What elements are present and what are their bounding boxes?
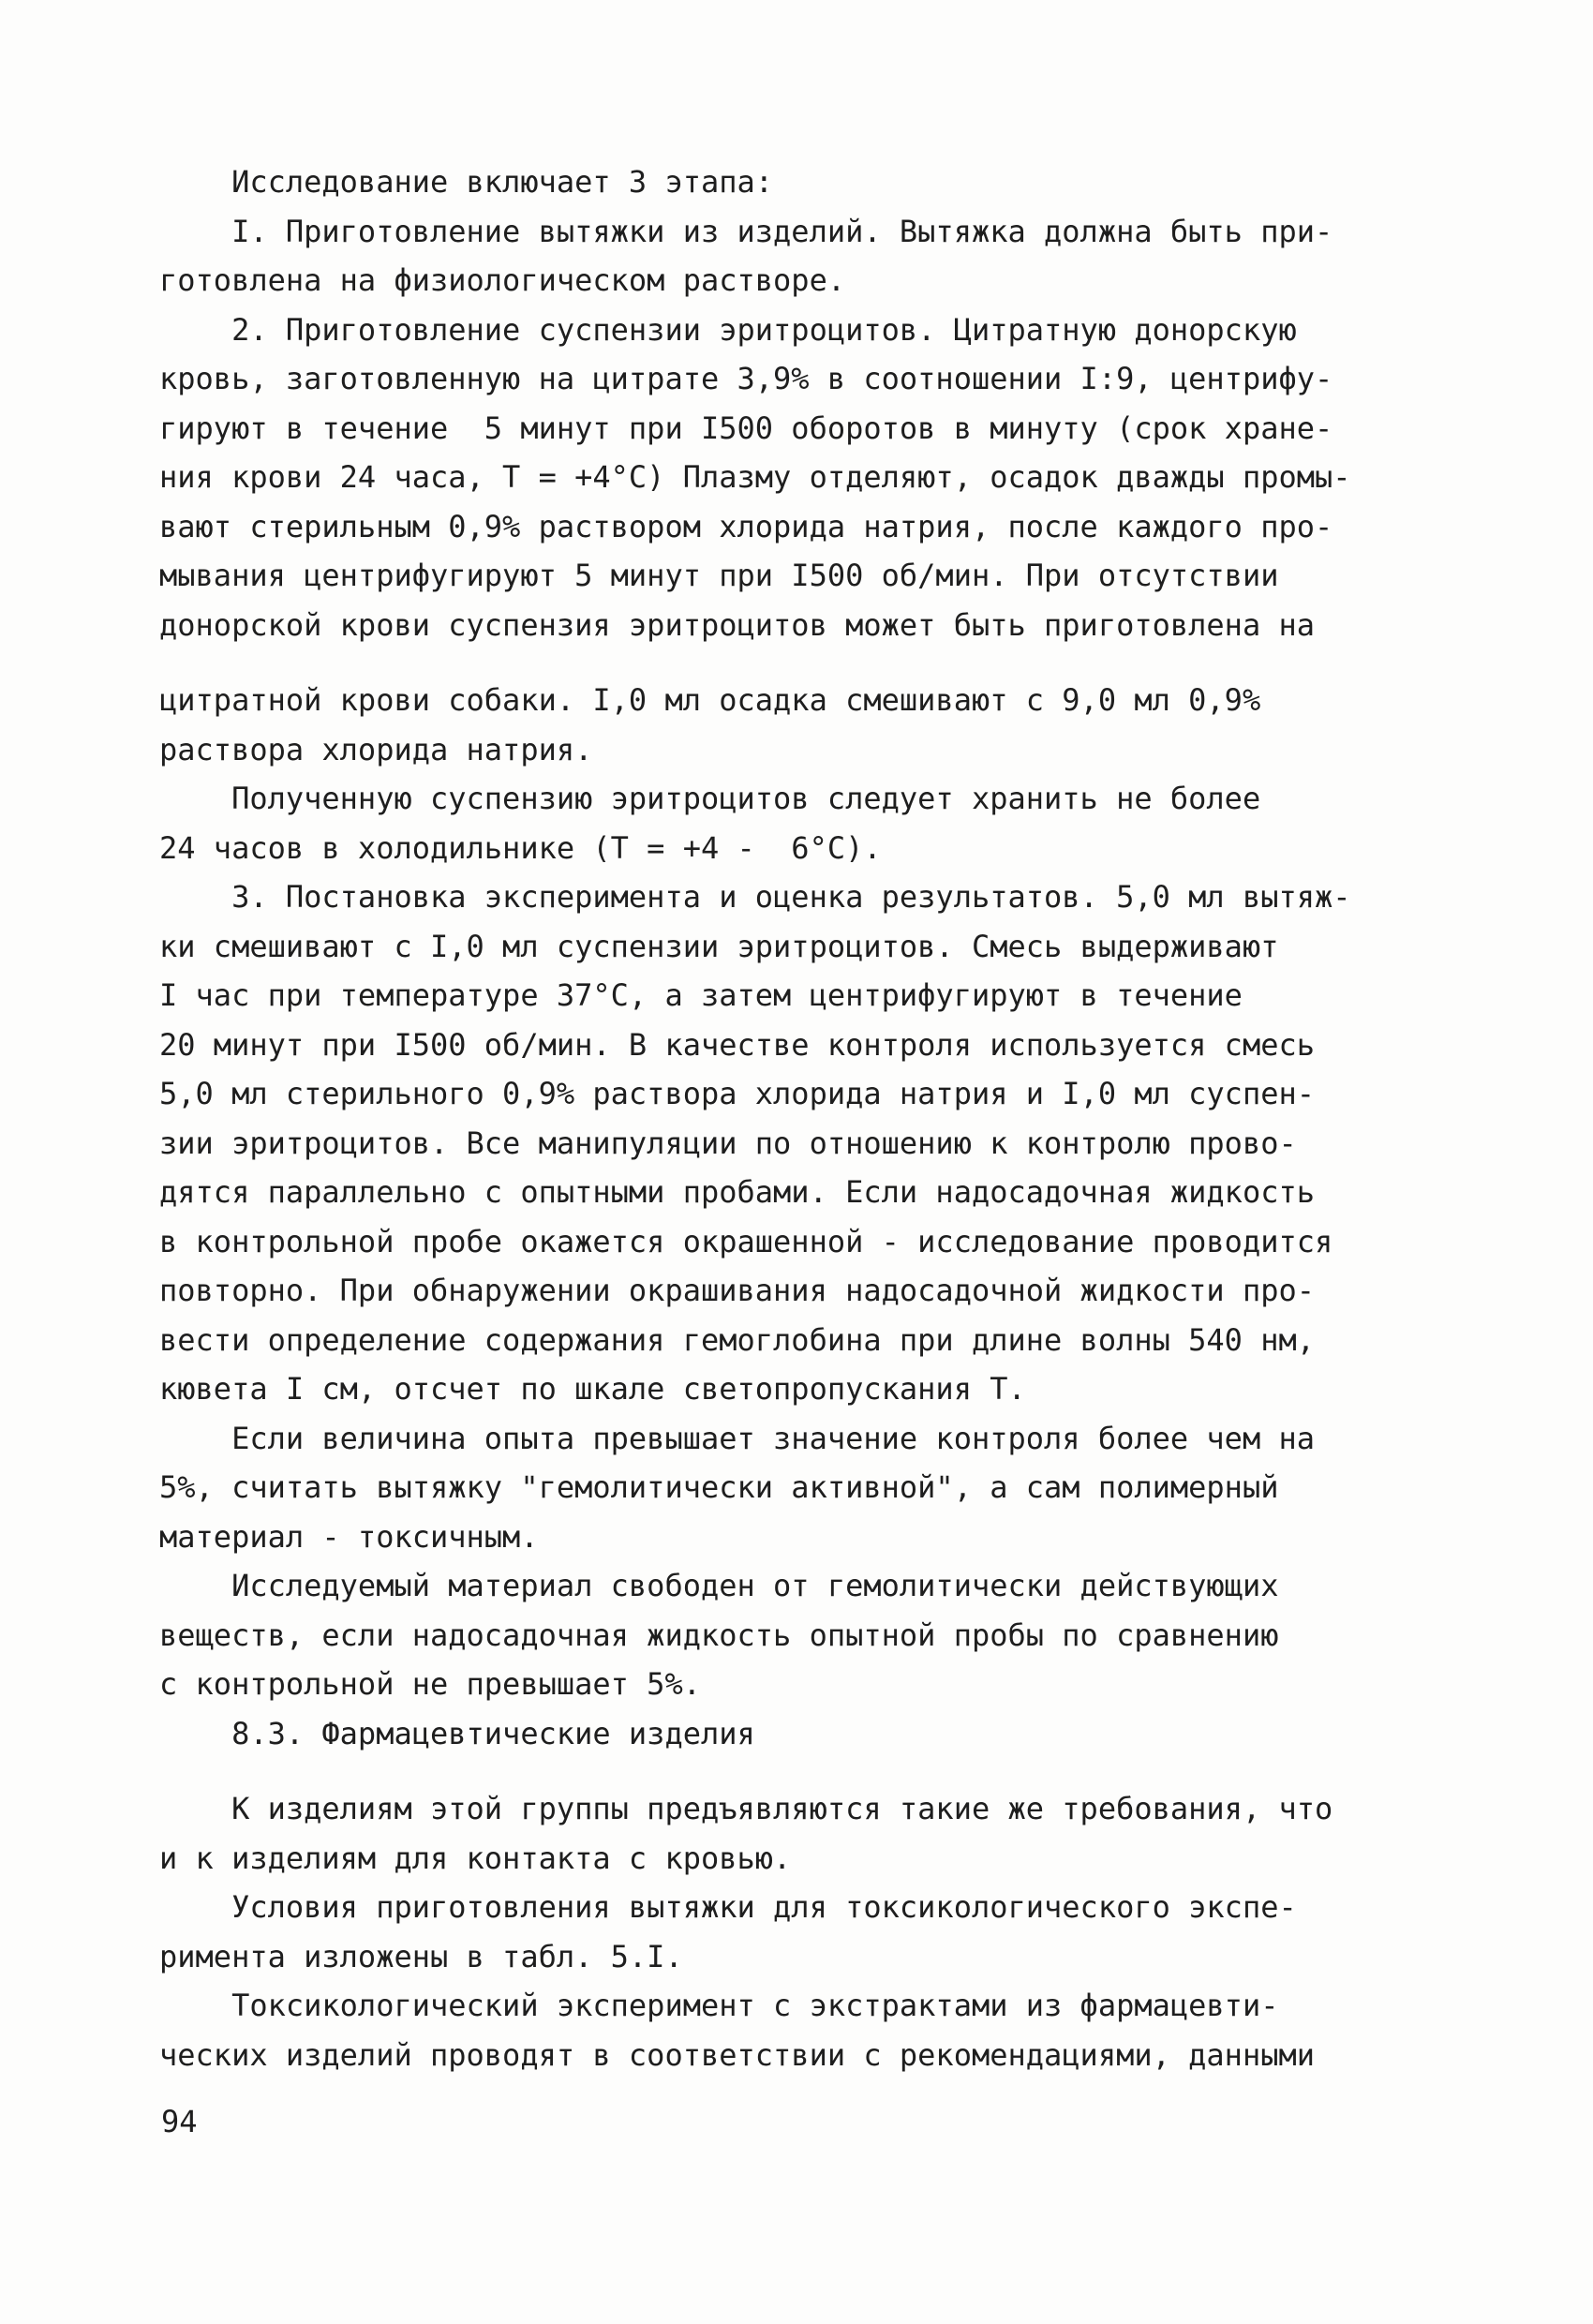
text-line: дятся параллельно с опытными пробами. Если надосадочная жидкость [159,1174,1315,1210]
text-line: 3. Постановка эксперимента и оценка результатов. 5,0 мл вытяж- [159,879,1351,915]
text-line: I час при температуре 37°С, а затем центрифугируют в течение [159,977,1243,1013]
text-line: веществ, если надосадочная жидкость опытной пробы по сравнению [159,1616,1279,1653]
page-number: 94 [161,2104,198,2139]
body-text [159,157,1452,2079]
text-line: раствора хлорида натрия. [159,731,593,767]
text-line: цитратной крови собаки. I,0 мл осадка смешивают с 9,0 мл 0,9% [159,682,1261,718]
text-line: 20 минут при I500 об/мин. В качестве контроля используется смесь [159,1026,1315,1063]
text-line: 2. Приготовление суспензии эритроцитов. Цитратную донорскую [159,311,1297,348]
text-line: с контрольной не превышает 5%. [159,1666,701,1702]
paragraph-gap [159,1758,1452,1784]
text-line: кювета I см, отсчет по шкале светопропускания Т. [159,1371,1026,1407]
text-line: мывания центрифугируют 5 минут при I500 об/мин. При отсутствии [159,558,1279,593]
text-line: повторно. При обнаружении окрашивания надосадочной жидкости про- [159,1273,1315,1308]
text-line: Исследование включает 3 этапа: [159,164,774,200]
text-line: материал - токсичным. [159,1518,539,1555]
text-line: К изделиям этой группы предъявляются такие же требования, что [159,1791,1333,1826]
paragraph-gap [159,649,1452,676]
text-line: Если величина опыта превышает значение контроля более чем на [159,1420,1315,1456]
text-line: готовлена на физиологическом растворе. [159,262,846,298]
text-line: зии эритроцитов. Все манипуляции по отношению к контролю прово- [159,1125,1297,1161]
text-line: вают стерильным 0,9% раствором хлорида натрия, после каждого про- [159,508,1333,544]
text-line: ки смешивают с I,0 мл суспензии эритроцитов. Смесь выдерживают [159,928,1279,964]
text-line: I. Приготовление вытяжки из изделий. Вытяжка должна быть при- [159,213,1333,249]
text-line: в контрольной пробе окажется окрашенной - исследование проводится [159,1223,1333,1259]
text-line: Полученную суспензию эритроцитов следует хранить не более [159,781,1261,816]
text-line: вести определение содержания гемоглобина при длине волны 540 нм, [159,1321,1315,1358]
text-line: и к изделиям для контакта с кровью. [159,1840,792,1876]
section-heading: 8.3. Фармацевтические изделия [159,1715,755,1751]
text-line: 24 часов в холодильнике (Т = +4 - 6°С). [159,829,882,866]
text-line: донорской крови суспензия эритроцитов может быть приготовлена на [159,606,1315,643]
text-line: 5%, считать вытяжку "гемолитически активной", а сам полимерный [159,1469,1279,1505]
text-line: 5,0 мл стерильного 0,9% раствора хлорида натрия и I,0 мл суспен- [159,1076,1315,1111]
text-line: Условия приготовления вытяжки для токсикологического экспе- [159,1889,1297,1925]
text-line: римента изложены в табл. 5.I. [159,1938,683,1974]
text-line: Токсикологический эксперимент с экстрактами из фармацевти- [159,1988,1279,2023]
text-line: ческих изделий проводят в соответствии с рекомендациями, данными [159,2036,1315,2073]
text-line: Исследуемый материал свободен от гемолитически действующих [159,1568,1279,1603]
text-line: ния крови 24 часа, Т = +4°С) Плазму отделяют, осадок дважды промы- [159,459,1351,495]
text-line: гируют в течение 5 минут при I500 оборотов в минуту (срок хране- [159,410,1333,446]
text-line: кровь, заготовленную на цитрате 3,9% в соотношении I:9, центрифу- [159,361,1333,396]
